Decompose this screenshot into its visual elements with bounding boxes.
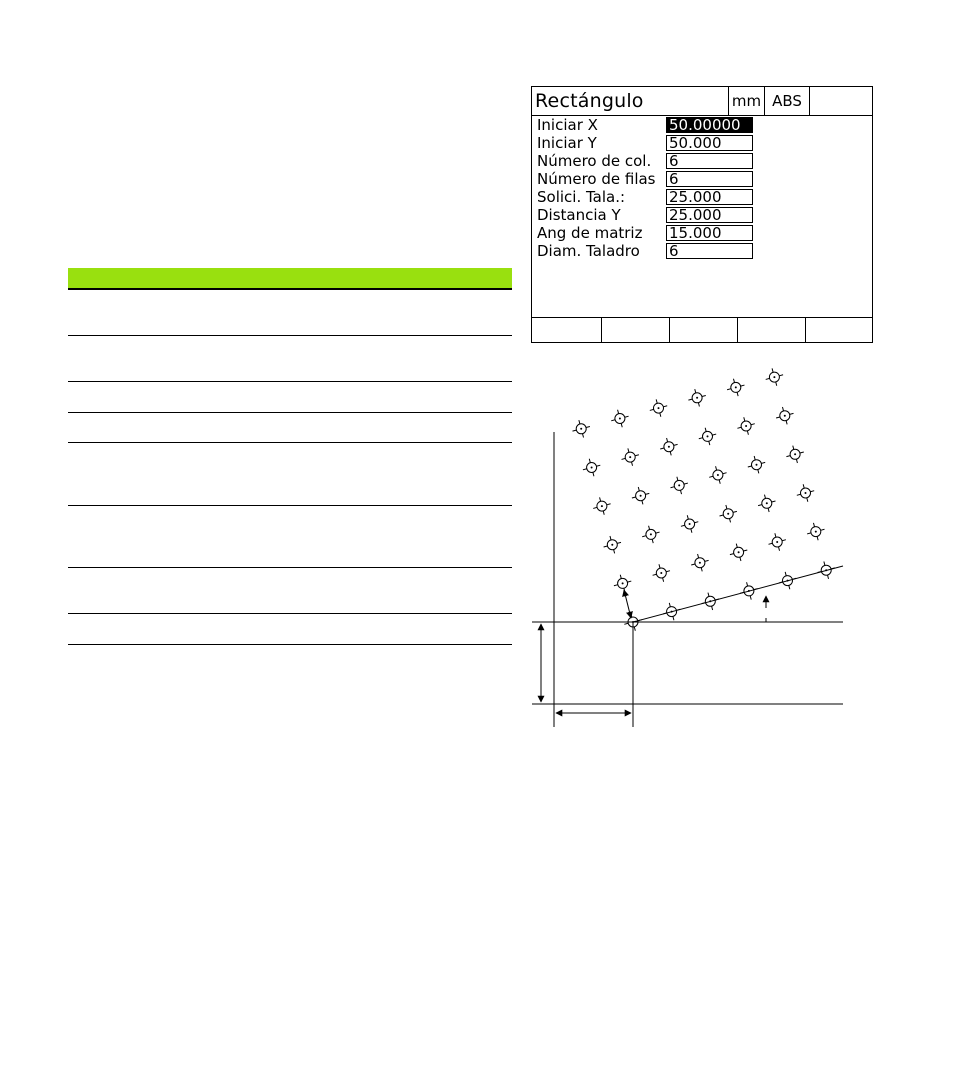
field-label: Diam. Taladro	[537, 242, 640, 260]
hole-marker	[686, 387, 708, 409]
spacing-arrow	[624, 590, 631, 618]
field-row-matrix-angle	[537, 224, 867, 242]
table-row	[68, 614, 512, 645]
field-row-hole-spacing	[537, 188, 867, 206]
hole-marker	[805, 521, 827, 543]
table-row	[68, 568, 512, 614]
hole-marker	[794, 482, 816, 504]
hole-marker	[756, 492, 778, 514]
field-label: Distancia Y	[537, 206, 621, 224]
hole-marker	[815, 559, 837, 581]
hole-marker	[650, 562, 672, 584]
hole-marker	[717, 503, 739, 525]
hole-spacing-field[interactable]: 25.000	[666, 189, 753, 205]
hole-marker	[763, 366, 785, 388]
table-row	[68, 413, 512, 443]
unit-indicator[interactable]: mm	[728, 87, 764, 115]
columns-field[interactable]: 6	[666, 153, 753, 169]
hole-marker	[735, 415, 757, 437]
hole-marker	[591, 495, 613, 517]
hole-marker	[609, 407, 631, 429]
hole-marker	[601, 534, 623, 556]
hole-pattern-diagram	[520, 360, 860, 735]
field-label: Número de filas	[537, 170, 656, 188]
table-row	[68, 443, 512, 506]
hole-marker	[725, 376, 747, 398]
hole-marker	[647, 397, 669, 419]
hole-marker	[658, 436, 680, 458]
table-row	[68, 336, 512, 382]
softkey-bar	[532, 317, 872, 343]
hole-marker	[668, 474, 690, 496]
field-label: Solici. Tala.:	[537, 188, 626, 206]
field-row-distance-y	[537, 206, 867, 224]
hole-marker	[745, 454, 767, 476]
field-row-columns	[537, 152, 867, 170]
hole-marker	[776, 570, 798, 592]
hole-marker	[619, 446, 641, 468]
softkey-1[interactable]	[532, 318, 601, 343]
table-header	[68, 268, 512, 290]
field-label: Iniciar Y	[537, 134, 597, 152]
distance-y-field[interactable]: 25.000	[666, 207, 753, 223]
spec-table	[68, 268, 512, 645]
softkey-5[interactable]	[805, 318, 872, 343]
hole-marker	[689, 552, 711, 574]
field-row-rows	[537, 170, 867, 188]
hole-marker	[570, 418, 592, 440]
field-row-drill-diameter	[537, 242, 867, 260]
softkey-2[interactable]	[601, 318, 669, 343]
mode-indicator[interactable]: ABS	[764, 87, 809, 115]
hole-marker	[630, 485, 652, 507]
hole-marker	[640, 523, 662, 545]
softkey-4[interactable]	[737, 318, 805, 343]
field-row-start-x	[537, 116, 867, 134]
hole-grid	[570, 366, 837, 633]
start-y-field[interactable]: 50.000	[666, 135, 753, 151]
table-row	[68, 290, 512, 336]
field-label: Iniciar X	[537, 116, 598, 134]
table-row	[68, 506, 512, 568]
hole-marker	[661, 601, 683, 623]
field-label: Ang de matriz	[537, 224, 643, 242]
title-bar-blank-cell	[809, 87, 872, 115]
hole-marker	[581, 456, 603, 478]
field-row-start-y	[537, 134, 867, 152]
hole-marker	[612, 572, 634, 594]
rows-field[interactable]: 6	[666, 171, 753, 187]
start-x-field[interactable]: 50.00000	[666, 117, 753, 133]
hole-marker	[679, 513, 701, 535]
hole-marker	[766, 531, 788, 553]
drill-diameter-field[interactable]: 6	[666, 243, 753, 259]
hole-marker	[728, 541, 750, 563]
hole-marker	[738, 580, 760, 602]
hole-marker	[699, 590, 721, 612]
matrix-angle-field[interactable]: 15.000	[666, 225, 753, 241]
hole-marker	[784, 443, 806, 465]
softkey-3[interactable]	[669, 318, 737, 343]
lcd-title-bar	[532, 87, 872, 116]
field-label: Número de col.	[537, 152, 652, 170]
table-row	[68, 382, 512, 413]
hole-marker	[696, 425, 718, 447]
hole-marker	[774, 405, 796, 427]
lcd-screen	[531, 86, 873, 343]
screen-title: Rectángulo	[535, 90, 644, 112]
hole-marker	[707, 464, 729, 486]
